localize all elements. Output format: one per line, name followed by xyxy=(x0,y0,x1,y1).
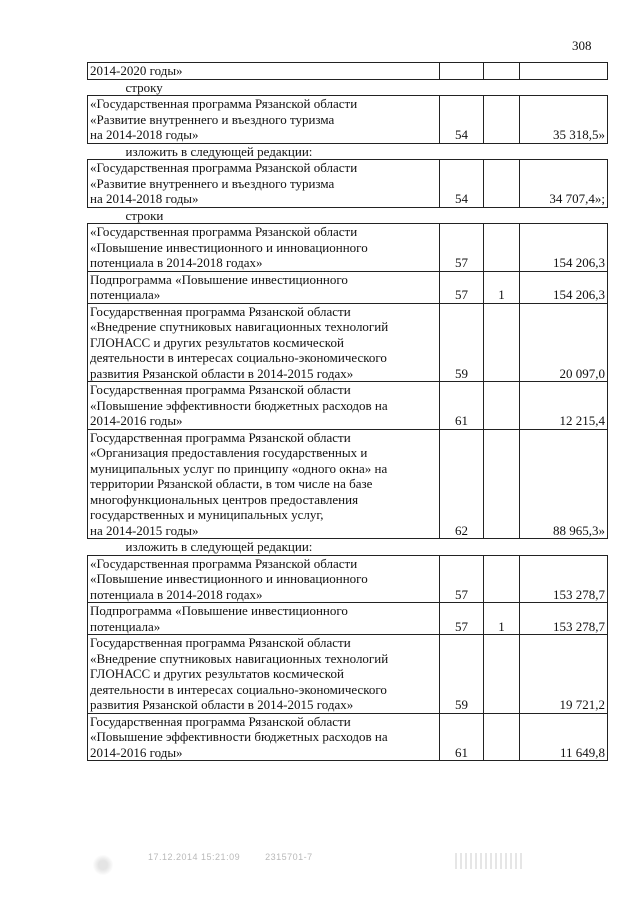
code-cell: 59 xyxy=(440,303,484,382)
amount-cell: 154 206,3 xyxy=(520,271,608,303)
code-cell: 61 xyxy=(440,382,484,430)
subcode-cell xyxy=(484,303,520,382)
subcode-cell: 1 xyxy=(484,603,520,635)
amount-cell: 154 206,3 xyxy=(520,224,608,272)
code-cell: 61 xyxy=(440,713,484,761)
program-name-cell: «Государственная программа Рязанской области «Развитие внутреннего и въездного туризма на 2014-2018 годы» xyxy=(88,96,440,144)
budget-table-body xyxy=(88,63,608,761)
code-cell xyxy=(440,63,484,80)
code-cell: 57 xyxy=(440,224,484,272)
program-name-cell: Государственная программа Рязанской области «Внедрение спутниковых навигационных технологий ГЛОНАСС и других результатов космической деятельности в интересах социально-экономического развития Рязанской области в 2014-2015 годах» xyxy=(88,303,440,382)
subcode-cell xyxy=(484,382,520,430)
amount-cell: 19 721,2 xyxy=(520,635,608,714)
instruction-row xyxy=(88,539,608,556)
instruction-row xyxy=(88,143,608,160)
table-row xyxy=(88,382,608,430)
footer-timestamp: 17.12.2014 15:21:09 xyxy=(148,852,241,862)
subcode-cell xyxy=(484,63,520,80)
subcode-cell xyxy=(484,429,520,539)
amount-cell: 35 318,5» xyxy=(520,96,608,144)
code-cell: 57 xyxy=(440,603,484,635)
instruction-text: строку xyxy=(88,79,608,96)
subcode-cell xyxy=(484,224,520,272)
subcode-cell xyxy=(484,96,520,144)
instruction-text: строки xyxy=(88,207,608,224)
instruction-row xyxy=(88,207,608,224)
instruction-row xyxy=(88,79,608,96)
subcode-cell xyxy=(484,635,520,714)
program-name-cell: «Государственная программа Рязанской области «Повышение инвестиционного и инновационного потенциала в 2014-2018 годах» xyxy=(88,555,440,603)
table-row xyxy=(88,555,608,603)
table-row xyxy=(88,429,608,539)
program-name-cell: Государственная программа Рязанской области «Повышение эффективности бюджетных расходов на 2014-2016 годы» xyxy=(88,713,440,761)
instruction-text: изложить в следующей редакции: xyxy=(88,143,608,160)
table-row xyxy=(88,603,608,635)
amount-cell xyxy=(520,63,608,80)
code-cell: 54 xyxy=(440,96,484,144)
amount-cell: 34 707,4»; xyxy=(520,160,608,208)
program-name-cell: Подпрограмма «Повышение инвестиционного потенциала» xyxy=(88,271,440,303)
table-row xyxy=(88,713,608,761)
scan-smudge xyxy=(455,853,525,869)
code-cell: 59 xyxy=(440,635,484,714)
subcode-cell: 1 xyxy=(484,271,520,303)
table-row xyxy=(88,303,608,382)
amount-cell: 88 965,3» xyxy=(520,429,608,539)
program-name-cell: «Государственная программа Рязанской области «Развитие внутреннего и въездного туризма на 2014-2018 годы» xyxy=(88,160,440,208)
subcode-cell xyxy=(484,160,520,208)
amount-cell: 20 097,0 xyxy=(520,303,608,382)
subcode-cell xyxy=(484,555,520,603)
instruction-text: изложить в следующей редакции: xyxy=(88,539,608,556)
subcode-cell xyxy=(484,713,520,761)
amount-cell: 153 278,7 xyxy=(520,603,608,635)
program-name-cell: Подпрограмма «Повышение инвестиционного потенциала» xyxy=(88,603,440,635)
code-cell: 54 xyxy=(440,160,484,208)
footer-code: 2315701-7 xyxy=(265,852,313,862)
page-number: 308 xyxy=(572,38,592,53)
budget-table xyxy=(87,62,608,761)
code-cell: 57 xyxy=(440,271,484,303)
program-name-cell: «Государственная программа Рязанской области «Повышение инвестиционного и инновационного потенциала в 2014-2018 годах» xyxy=(88,224,440,272)
amount-cell: 153 278,7 xyxy=(520,555,608,603)
code-cell: 57 xyxy=(440,555,484,603)
program-name-cell: Государственная программа Рязанской области «Повышение эффективности бюджетных расходов на 2014-2016 годы» xyxy=(88,382,440,430)
amount-cell: 12 215,4 xyxy=(520,382,608,430)
table-row xyxy=(88,96,608,144)
table-row xyxy=(88,271,608,303)
program-name-cell: 2014-2020 годы» xyxy=(88,63,440,80)
code-cell: 62 xyxy=(440,429,484,539)
scan-smudge xyxy=(92,855,114,875)
footer xyxy=(148,852,335,862)
program-name-cell: Государственная программа Рязанской области «Внедрение спутниковых навигационных технологий ГЛОНАСС и других результатов космической деятельности в интересах социально-экономического развития Рязанской области в 2014-2015 годах» xyxy=(88,635,440,714)
program-name-cell: Государственная программа Рязанской области «Организация предоставления государственных и муниципальных услуг по принципу «одного окна» на территории Рязанской области, в том числе на базе многофункциональных центров предоставления государственных и муниципальных услуг, на 2014-2015 годы» xyxy=(88,429,440,539)
amount-cell: 11 649,8 xyxy=(520,713,608,761)
table-row xyxy=(88,160,608,208)
table-row xyxy=(88,63,608,80)
table-row xyxy=(88,224,608,272)
table-row xyxy=(88,635,608,714)
